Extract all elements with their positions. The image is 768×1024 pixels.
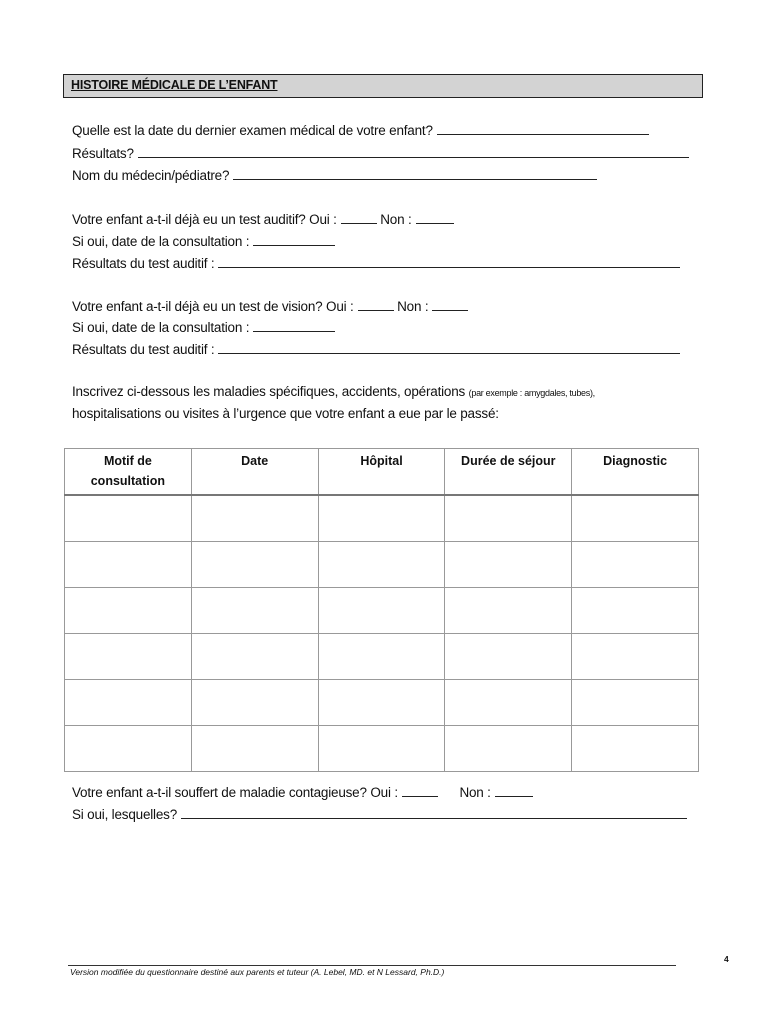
table-row [65,680,699,726]
table-cell[interactable] [318,588,445,634]
col-duree: Durée de séjour [445,449,572,496]
vision-oui-label: Oui : [326,299,354,314]
col-diagnostic: Diagnostic [572,449,699,496]
contagious-non-label: Non : [459,785,491,800]
vision-date-label: Si oui, date de la consultation : [72,320,250,335]
vision-date-field[interactable] [253,318,335,332]
table-header-row [65,449,699,496]
hearing-date-label: Si oui, date de la consultation : [72,234,250,249]
vision-results-line [72,340,680,359]
hearing-results-field[interactable] [218,254,680,268]
results-line [72,144,689,163]
hearing-oui-label: Oui : [309,212,337,227]
table-cell[interactable] [445,542,572,588]
history-prompt-line2 [72,405,499,423]
table-row [65,588,699,634]
results-field[interactable] [138,144,689,158]
table-cell[interactable] [191,495,318,542]
vision-question: Votre enfant a-t-il déjà eu un test de vision? [72,299,323,314]
table-cell[interactable] [572,634,699,680]
contagious-oui-field[interactable] [402,783,438,797]
vision-line [72,297,468,316]
table-row [65,634,699,680]
table-cell[interactable] [65,588,192,634]
table-row [65,542,699,588]
contagious-oui-label: Oui : [370,785,398,800]
table-cell[interactable] [572,542,699,588]
doctor-field[interactable] [233,166,597,180]
table-cell[interactable] [318,634,445,680]
table-cell[interactable] [572,680,699,726]
table-cell[interactable] [191,680,318,726]
table-cell[interactable] [445,495,572,542]
hearing-question: Votre enfant a-t-il déjà eu un test auditif? [72,212,306,227]
page-number: 4 [724,954,729,964]
table-cell[interactable] [191,726,318,772]
table-cell[interactable] [572,495,699,542]
vision-oui-field[interactable] [358,297,394,311]
hearing-results-label: Résultats du test auditif : [72,256,215,271]
doctor-label: Nom du médecin/pédiatre? [72,168,230,183]
table-cell[interactable] [191,542,318,588]
hearing-date-line [72,232,335,251]
history-prompt-line2-text: hospitalisations ou visites à l’urgence que votre enfant a eue par le passé: [72,406,499,421]
table-cell[interactable] [445,726,572,772]
col-hopital: Hôpital [318,449,445,496]
vision-non-field[interactable] [432,297,468,311]
table-cell[interactable] [318,495,445,542]
history-prompt-main: Inscrivez ci-dessous les maladies spécifiques, accidents, opérations [72,384,466,399]
vision-results-label: Résultats du test auditif : [72,342,215,357]
contagious-line [72,783,533,802]
col-motif: Motif de consultation [65,449,192,496]
table-cell[interactable] [65,542,192,588]
table-cell[interactable] [445,588,572,634]
section-title: HISTOIRE MÉDICALE DE L’ENFANT [71,78,278,92]
table-row [65,726,699,772]
hearing-date-field[interactable] [253,232,335,246]
last-exam-label: Quelle est la date du dernier examen médical de votre enfant? [72,123,433,138]
col-date: Date [191,449,318,496]
table-row [65,495,699,542]
vision-results-field[interactable] [218,340,680,354]
hearing-non-label: Non : [380,212,412,227]
table-cell[interactable] [445,680,572,726]
last-exam-field[interactable] [437,121,649,135]
history-prompt-note: (par exemple : amygdales, tubes), [468,388,595,398]
table-cell[interactable] [65,726,192,772]
contagious-which-field[interactable] [181,805,687,819]
table-cell[interactable] [318,726,445,772]
table-cell[interactable] [191,634,318,680]
table-cell[interactable] [65,680,192,726]
history-prompt-line1 [72,383,595,402]
vision-non-label: Non : [397,299,429,314]
table-cell[interactable] [318,542,445,588]
hearing-line [72,210,454,229]
section-header [63,74,703,98]
table-cell[interactable] [65,495,192,542]
last-exam-line [72,121,649,140]
medical-history-table [64,448,699,772]
table-cell[interactable] [65,634,192,680]
footer-divider [68,965,676,966]
footer-text: Version modifiée du questionnaire destiné aux parents et tuteur (A. Lebel, MD. et N Lessard, Ph.D.) [70,967,445,977]
vision-date-line [72,318,335,337]
contagious-which-line [72,805,687,824]
hearing-oui-field[interactable] [341,210,377,224]
table-cell[interactable] [572,726,699,772]
table-cell[interactable] [191,588,318,634]
results-label: Résultats? [72,146,134,161]
contagious-non-field[interactable] [495,783,533,797]
table-cell[interactable] [572,588,699,634]
contagious-which-label: Si oui, lesquelles? [72,807,178,822]
hearing-non-field[interactable] [416,210,454,224]
table-cell[interactable] [445,634,572,680]
table-cell[interactable] [318,680,445,726]
doctor-line [72,166,597,185]
contagious-question: Votre enfant a-t-il souffert de maladie contagieuse? [72,785,367,800]
hearing-results-line [72,254,680,273]
